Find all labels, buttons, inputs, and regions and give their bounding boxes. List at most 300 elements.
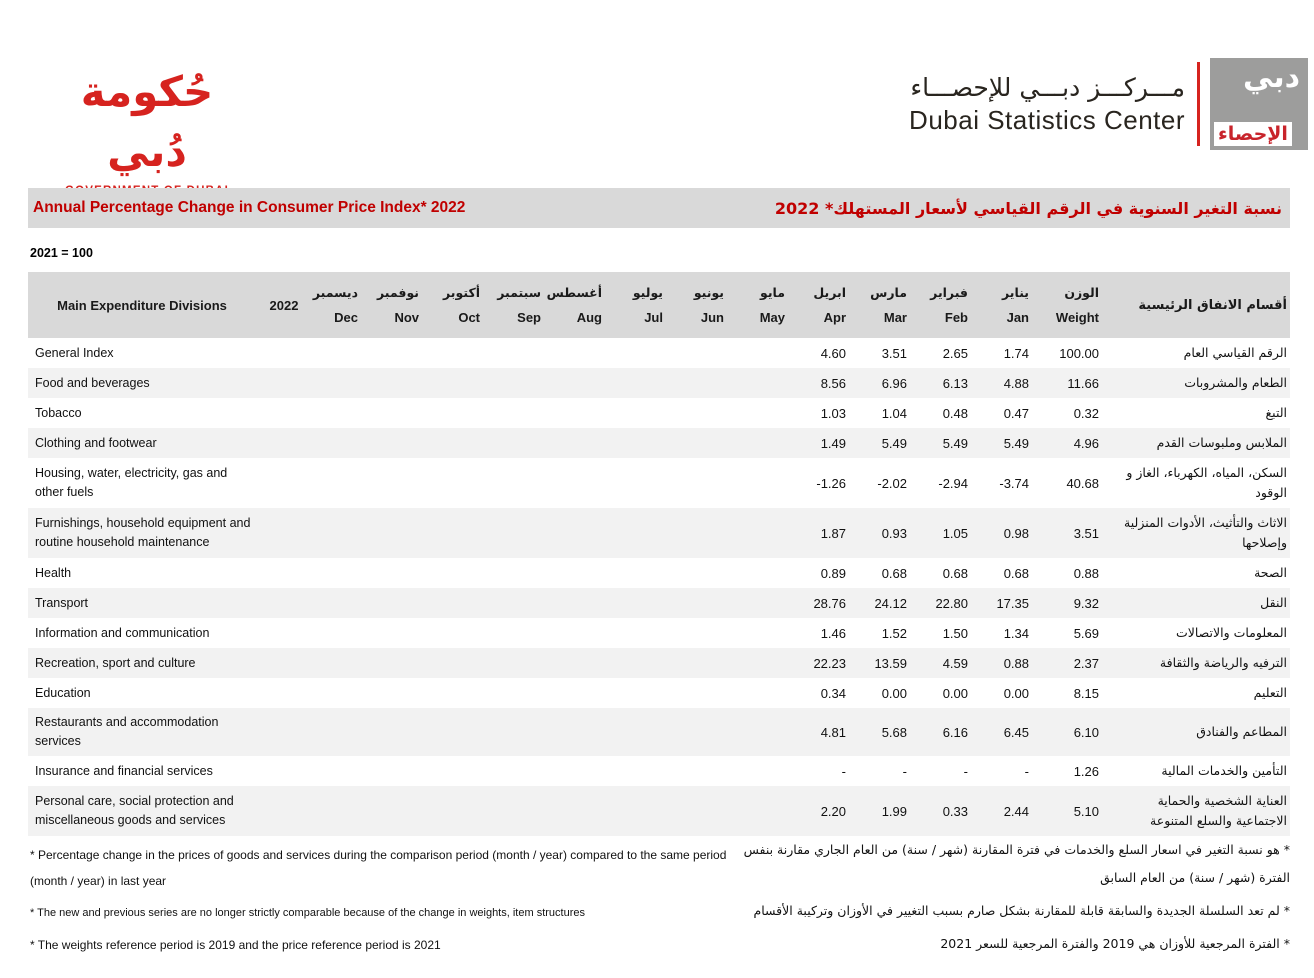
cell-aug bbox=[556, 786, 617, 836]
cell-nov bbox=[373, 618, 434, 648]
month-name-arabic: فبراير bbox=[930, 284, 968, 300]
cell-feb: 0.48 bbox=[942, 405, 968, 421]
cell-dec bbox=[312, 618, 373, 648]
table-row-4 bbox=[28, 428, 1290, 458]
cell-jul bbox=[617, 678, 678, 708]
cell-jan: 1.74 bbox=[1003, 345, 1029, 361]
cell-aug bbox=[556, 368, 617, 398]
cell-feb: 1.50 bbox=[942, 625, 968, 641]
cell-sep bbox=[495, 786, 556, 836]
cell-mar: 1.52 bbox=[881, 625, 907, 641]
cell-sep bbox=[495, 338, 556, 368]
cell-jul bbox=[617, 458, 678, 508]
cell-nov bbox=[373, 678, 434, 708]
cell-nov bbox=[373, 786, 434, 836]
dsc-logo-divider bbox=[1197, 62, 1200, 146]
cell-apr: 28.76 bbox=[800, 588, 861, 618]
cell-mar: - bbox=[902, 763, 907, 779]
cell-aug bbox=[556, 338, 617, 368]
cell-aug bbox=[556, 678, 617, 708]
division-name-english: Tobacco bbox=[35, 405, 82, 420]
cell-jan: 2.44 bbox=[983, 786, 1044, 836]
cell-dec bbox=[312, 588, 373, 618]
page-title-arabic: نسبة التغير السنوية في الرقم القياسي لأسعار المستهلك* 2022 bbox=[774, 198, 1282, 218]
cell-apr: 1.46 bbox=[820, 625, 846, 641]
cell-dec bbox=[312, 756, 373, 786]
cell-weight: 100.00 bbox=[1059, 345, 1099, 361]
footnote-en-3: * The weights reference period is 2019 and the price reference period is 2021 bbox=[30, 938, 441, 952]
month-name-english: Dec bbox=[334, 309, 358, 325]
cell-sep bbox=[495, 368, 556, 398]
cpi-table-body bbox=[28, 338, 1290, 836]
cell-jun bbox=[678, 508, 739, 558]
cell-sep bbox=[495, 558, 556, 588]
cell-sep bbox=[495, 588, 556, 618]
month-name-english: Nov bbox=[394, 309, 419, 325]
footnote-ar-1: * هو نسبة التغير في اسعار السلع والخدمات في فترة المقارنة (شهر / سنة) من العام الجاري مقارنة بنفس الفترة (شهر / سنة) من العام السابق bbox=[743, 842, 1290, 885]
cell-jan: 4.88 bbox=[983, 368, 1044, 398]
cpi-table bbox=[28, 272, 1290, 836]
month-name-arabic: ابريل bbox=[813, 284, 846, 300]
dsc-logo-mark-icon bbox=[1210, 58, 1308, 150]
division-name-arabic: الطعام والمشروبات bbox=[1114, 368, 1290, 398]
column-header-main-expenditure-divisions: Main Expenditure Divisions bbox=[28, 272, 256, 338]
cell-oct bbox=[434, 428, 495, 458]
cell-year-2022 bbox=[256, 558, 312, 588]
cell-weight: 5.10 bbox=[1044, 786, 1114, 836]
cell-mar: 1.04 bbox=[881, 405, 907, 421]
cell-feb: 5.49 bbox=[922, 428, 983, 458]
cell-jan: 1.34 bbox=[1003, 625, 1029, 641]
cell-weight: 2.37 bbox=[1044, 648, 1114, 678]
month-name-english: Sep bbox=[517, 309, 541, 325]
cell-jul bbox=[617, 508, 678, 558]
dsc-name-arabic: مـــركـــز دبـــي للإحصـــاء bbox=[910, 73, 1185, 102]
cell-aug bbox=[556, 458, 617, 508]
cell-jan: 0.00 bbox=[1003, 685, 1029, 701]
column-header-month-jan bbox=[983, 272, 1044, 338]
cell-apr: 1.49 bbox=[800, 428, 861, 458]
table-row-8 bbox=[28, 588, 1290, 618]
cell-jun bbox=[678, 678, 739, 708]
cell-nov bbox=[373, 588, 434, 618]
cell-may bbox=[739, 618, 800, 648]
table-row-11 bbox=[28, 678, 1290, 708]
weight-label-arabic: الوزن bbox=[1064, 284, 1099, 300]
cell-weight: 6.10 bbox=[1044, 708, 1114, 756]
cell-weight: 4.96 bbox=[1044, 428, 1114, 458]
cell-apr: -1.26 bbox=[816, 475, 846, 491]
page-title-english: Annual Percentage Change in Consumer Price Index* 2022 bbox=[33, 199, 466, 216]
cell-apr: 4.81 bbox=[800, 708, 861, 756]
month-name-english: Feb bbox=[944, 309, 968, 325]
division-name-arabic: الصحة bbox=[1254, 565, 1287, 580]
cell-weight: 9.32 bbox=[1044, 588, 1114, 618]
cell-mar: 1.99 bbox=[861, 786, 922, 836]
cell-weight: 1.26 bbox=[1073, 763, 1099, 779]
month-name-arabic: سبتمبر bbox=[497, 284, 541, 300]
month-name-arabic: مايو bbox=[760, 284, 785, 300]
cell-dec bbox=[312, 428, 373, 458]
cell-aug bbox=[556, 648, 617, 678]
cell-jan: -3.74 bbox=[999, 475, 1029, 491]
division-name-english: Restaurants and accommodation services bbox=[28, 708, 256, 756]
cell-dec bbox=[312, 458, 373, 508]
division-name-english: Transport bbox=[28, 588, 256, 618]
cell-may bbox=[739, 678, 800, 708]
division-name-english: General Index bbox=[35, 345, 114, 360]
cell-oct bbox=[434, 558, 495, 588]
cell-sep bbox=[495, 708, 556, 756]
column-header-year-2022: 2022 bbox=[256, 272, 312, 338]
column-header-month-sep bbox=[495, 272, 556, 338]
cell-apr: 0.34 bbox=[820, 685, 846, 701]
cell-mar: 5.49 bbox=[861, 428, 922, 458]
month-name-arabic: يوليو bbox=[632, 284, 663, 300]
cell-may bbox=[739, 398, 800, 428]
title-band bbox=[28, 188, 1290, 228]
cell-mar: 5.68 bbox=[861, 708, 922, 756]
division-name-english: Recreation, sport and culture bbox=[28, 648, 256, 678]
month-name-arabic: أغسطس bbox=[546, 284, 602, 300]
cell-jul bbox=[617, 558, 678, 588]
cell-aug bbox=[556, 428, 617, 458]
footnote-ar-2: * لم تعد السلسلة الجديدة والسابقة قابلة للمقارنة بشكل صارم بسبب التغيير في الأوزان وتركيبة الأقسام bbox=[753, 903, 1290, 918]
cell-oct bbox=[434, 368, 495, 398]
table-row-6 bbox=[28, 508, 1290, 558]
month-name-english: May bbox=[759, 309, 785, 325]
column-header-month-oct bbox=[434, 272, 495, 338]
cell-jun bbox=[678, 558, 739, 588]
table-row-5 bbox=[28, 458, 1290, 508]
cell-oct bbox=[434, 648, 495, 678]
cell-may bbox=[739, 338, 800, 368]
cell-aug bbox=[556, 756, 617, 786]
division-name-arabic: التبغ bbox=[1265, 405, 1287, 420]
cell-jun bbox=[678, 648, 739, 678]
cell-oct bbox=[434, 588, 495, 618]
cell-feb: 0.33 bbox=[922, 786, 983, 836]
cell-oct bbox=[434, 678, 495, 708]
division-name-english: Education bbox=[35, 685, 91, 700]
cell-feb: 6.13 bbox=[922, 368, 983, 398]
cell-sep bbox=[495, 428, 556, 458]
cell-feb: 6.16 bbox=[922, 708, 983, 756]
cell-jul bbox=[617, 338, 678, 368]
cell-jan: - bbox=[1024, 763, 1029, 779]
division-name-english: Information and communication bbox=[35, 625, 210, 640]
cell-apr: 2.20 bbox=[800, 786, 861, 836]
cell-jul bbox=[617, 756, 678, 786]
column-header-month-mar bbox=[861, 272, 922, 338]
cell-apr: 0.89 bbox=[820, 565, 846, 581]
cell-weight: 0.88 bbox=[1073, 565, 1099, 581]
cell-weight: 3.51 bbox=[1044, 508, 1114, 558]
cell-weight: 5.69 bbox=[1073, 625, 1099, 641]
column-header-month-nov bbox=[373, 272, 434, 338]
cell-jun bbox=[678, 428, 739, 458]
cell-dec bbox=[312, 508, 373, 558]
footnotes-arabic bbox=[730, 836, 1290, 963]
footnote-ar-3: * الفترة المرجعية للأوزان هي 2019 والفترة المرجعية للسعر 2021 bbox=[940, 936, 1290, 951]
cell-year-2022 bbox=[256, 618, 312, 648]
month-name-english: Apr bbox=[823, 309, 846, 325]
cell-apr: 8.56 bbox=[800, 368, 861, 398]
cell-year-2022 bbox=[256, 338, 312, 368]
cell-jan: 17.35 bbox=[983, 588, 1044, 618]
cell-jan: 0.88 bbox=[983, 648, 1044, 678]
cell-jun bbox=[678, 708, 739, 756]
cell-mar: 6.96 bbox=[861, 368, 922, 398]
cell-feb: 2.65 bbox=[942, 345, 968, 361]
cell-dec bbox=[312, 708, 373, 756]
table-row-1 bbox=[28, 338, 1290, 368]
cell-may bbox=[739, 368, 800, 398]
cell-year-2022 bbox=[256, 368, 312, 398]
table-row-12 bbox=[28, 708, 1290, 756]
month-name-english: Mar bbox=[883, 309, 907, 325]
column-header-month-aug bbox=[546, 272, 617, 338]
cell-dec bbox=[312, 558, 373, 588]
cell-may bbox=[739, 558, 800, 588]
cell-jan: 5.49 bbox=[983, 428, 1044, 458]
month-name-arabic: نوفمبر bbox=[377, 284, 419, 300]
cell-dec bbox=[312, 398, 373, 428]
cell-jul bbox=[617, 368, 678, 398]
division-name-arabic: الرقم القياسي العام bbox=[1183, 345, 1287, 360]
cell-oct bbox=[434, 786, 495, 836]
cell-aug bbox=[556, 558, 617, 588]
cell-apr: 22.23 bbox=[800, 648, 861, 678]
cell-oct bbox=[434, 618, 495, 648]
division-name-english: Food and beverages bbox=[28, 368, 256, 398]
cell-dec bbox=[312, 648, 373, 678]
month-name-arabic: يناير bbox=[1002, 284, 1029, 300]
cell-jan: 0.68 bbox=[1003, 565, 1029, 581]
cell-nov bbox=[373, 648, 434, 678]
cell-oct bbox=[434, 756, 495, 786]
cell-oct bbox=[434, 398, 495, 428]
division-name-arabic: السكن، المياه، الكهرباء، الغاز و الوقود bbox=[1126, 465, 1287, 500]
month-name-english: Jul bbox=[644, 309, 663, 325]
cell-apr: 4.60 bbox=[820, 345, 846, 361]
cell-feb: -2.94 bbox=[938, 475, 968, 491]
cell-year-2022 bbox=[256, 398, 312, 428]
cell-dec bbox=[312, 338, 373, 368]
table-row-2 bbox=[28, 368, 1290, 398]
table-row-7 bbox=[28, 558, 1290, 588]
cell-aug bbox=[556, 588, 617, 618]
cell-mar: 24.12 bbox=[861, 588, 922, 618]
month-name-english: Jun bbox=[700, 309, 724, 325]
cell-year-2022 bbox=[256, 708, 312, 756]
cell-may bbox=[739, 648, 800, 678]
cell-oct bbox=[434, 458, 495, 508]
dubai-statistics-center-logo bbox=[909, 58, 1308, 150]
table-row-13 bbox=[28, 756, 1290, 786]
weight-label-english: Weight bbox=[1055, 309, 1099, 325]
cell-weight: 8.15 bbox=[1073, 685, 1099, 701]
table-row-10 bbox=[28, 648, 1290, 678]
cell-aug bbox=[556, 708, 617, 756]
dsc-mark-dubai-text: دبي bbox=[1242, 60, 1300, 95]
footnote-en-2: * The new and previous series are no longer strictly comparable because of the change in weights, item structures bbox=[30, 907, 585, 919]
cell-jul bbox=[617, 618, 678, 648]
table-row-3 bbox=[28, 398, 1290, 428]
cell-sep bbox=[495, 508, 556, 558]
cell-nov bbox=[373, 458, 434, 508]
cell-jun bbox=[678, 786, 739, 836]
cell-oct bbox=[434, 708, 495, 756]
column-header-divisions-arabic: أقسام الانفاق الرئيسية bbox=[1114, 272, 1290, 338]
cell-mar: 13.59 bbox=[861, 648, 922, 678]
cell-apr: 1.03 bbox=[820, 405, 846, 421]
division-name-arabic: الملابس وملبوسات القدم bbox=[1114, 428, 1290, 458]
cell-jul bbox=[617, 648, 678, 678]
column-header-month-dec bbox=[312, 272, 373, 338]
cell-jan: 0.98 bbox=[983, 508, 1044, 558]
cell-nov bbox=[373, 508, 434, 558]
table-row-14 bbox=[28, 786, 1290, 836]
cell-oct bbox=[434, 338, 495, 368]
cell-mar: -2.02 bbox=[877, 475, 907, 491]
cell-jul bbox=[617, 588, 678, 618]
cell-dec bbox=[312, 368, 373, 398]
cell-jun bbox=[678, 338, 739, 368]
month-name-english: Aug bbox=[576, 309, 602, 325]
month-name-english: Jan bbox=[1006, 309, 1029, 325]
cell-jul bbox=[617, 786, 678, 836]
division-name-english: Clothing and footwear bbox=[28, 428, 256, 458]
cell-weight: 40.68 bbox=[1066, 475, 1099, 491]
cell-aug bbox=[556, 398, 617, 428]
cell-year-2022 bbox=[256, 786, 312, 836]
cell-weight: 11.66 bbox=[1044, 368, 1114, 398]
cell-aug bbox=[556, 508, 617, 558]
cell-sep bbox=[495, 398, 556, 428]
cell-sep bbox=[495, 678, 556, 708]
column-header-month-jul bbox=[617, 272, 678, 338]
cell-year-2022 bbox=[256, 678, 312, 708]
cell-jan: 6.45 bbox=[983, 708, 1044, 756]
cell-year-2022 bbox=[256, 648, 312, 678]
cell-feb: 22.80 bbox=[922, 588, 983, 618]
cell-apr: 1.87 bbox=[800, 508, 861, 558]
cell-feb: 4.59 bbox=[922, 648, 983, 678]
dsc-mark-statistics-text: الإحصاء bbox=[1214, 122, 1292, 146]
table-row-9 bbox=[28, 618, 1290, 648]
cell-sep bbox=[495, 458, 556, 508]
cell-apr: - bbox=[841, 763, 846, 779]
cell-year-2022 bbox=[256, 756, 312, 786]
cell-feb: 0.00 bbox=[942, 685, 968, 701]
cell-sep bbox=[495, 756, 556, 786]
cell-year-2022 bbox=[256, 428, 312, 458]
division-name-english: Furnishings, household equipment and routine household maintenance bbox=[28, 508, 256, 558]
cell-jun bbox=[678, 618, 739, 648]
division-name-arabic: التعليم bbox=[1253, 685, 1287, 700]
cell-weight: 0.32 bbox=[1073, 405, 1099, 421]
cell-year-2022 bbox=[256, 508, 312, 558]
cell-sep bbox=[495, 648, 556, 678]
cell-feb: 1.05 bbox=[922, 508, 983, 558]
government-of-dubai-calligraphy-icon: حُكومة دُبي bbox=[80, 67, 214, 176]
cell-jun bbox=[678, 588, 739, 618]
cell-jun bbox=[678, 368, 739, 398]
cpi-table-header bbox=[28, 272, 1290, 338]
column-header-month-jun bbox=[678, 272, 739, 338]
cell-nov bbox=[373, 428, 434, 458]
cell-jun bbox=[678, 756, 739, 786]
cell-may bbox=[739, 708, 800, 756]
column-header-month-feb bbox=[922, 272, 983, 338]
cell-may bbox=[739, 428, 800, 458]
cell-may bbox=[739, 756, 800, 786]
base-period-note: 2021 = 100 bbox=[30, 246, 93, 260]
month-name-arabic: مارس bbox=[870, 284, 907, 300]
cell-mar: 0.00 bbox=[881, 685, 907, 701]
cell-mar: 3.51 bbox=[881, 345, 907, 361]
cell-dec bbox=[312, 786, 373, 836]
month-name-english: Oct bbox=[458, 309, 480, 325]
division-name-arabic: النقل bbox=[1114, 588, 1290, 618]
division-name-english: Health bbox=[35, 565, 72, 580]
column-header-month-may bbox=[739, 272, 800, 338]
cell-may bbox=[739, 458, 800, 508]
cell-jun bbox=[678, 458, 739, 508]
month-name-arabic: ديسمبر bbox=[312, 284, 358, 300]
cell-jan: 0.47 bbox=[1003, 405, 1029, 421]
division-name-english: Personal care, social protection and miscellaneous goods and services bbox=[28, 786, 256, 836]
cell-nov bbox=[373, 558, 434, 588]
cell-nov bbox=[373, 708, 434, 756]
division-name-arabic: المعلومات والاتصالات bbox=[1175, 625, 1287, 640]
column-header-month-apr bbox=[800, 272, 861, 338]
cell-nov bbox=[373, 398, 434, 428]
column-header-weight bbox=[1044, 272, 1114, 338]
division-name-arabic: الاثاث والتأثيث، الأدوات المنزلية وإصلاحها bbox=[1114, 508, 1290, 558]
cell-sep bbox=[495, 618, 556, 648]
cell-may bbox=[739, 786, 800, 836]
dsc-name-english: Dubai Statistics Center bbox=[909, 105, 1185, 135]
month-name-arabic: أكتوبر bbox=[443, 284, 480, 300]
cell-feb: - bbox=[963, 763, 968, 779]
month-name-arabic: يونيو bbox=[693, 284, 724, 300]
cell-mar: 0.93 bbox=[861, 508, 922, 558]
cell-may bbox=[739, 588, 800, 618]
cell-jul bbox=[617, 428, 678, 458]
cell-nov bbox=[373, 756, 434, 786]
footnote-en-1: * Percentage change in the prices of goods and services during the comparison period (month / year) compared to the same period (month / year) in last year bbox=[30, 848, 727, 888]
dsc-logo-text bbox=[909, 72, 1185, 136]
division-name-arabic: التأمين والخدمات المالية bbox=[1161, 763, 1287, 778]
government-of-dubai-logo bbox=[58, 62, 236, 197]
cell-dec bbox=[312, 678, 373, 708]
footnotes-english bbox=[30, 842, 745, 964]
cell-nov bbox=[373, 338, 434, 368]
cpi-table-header-row bbox=[28, 272, 1290, 338]
division-name-arabic: الترفيه والرياضة والثقافة bbox=[1114, 648, 1290, 678]
cell-jul bbox=[617, 398, 678, 428]
division-name-arabic: المطاعم والفنادق bbox=[1114, 708, 1290, 756]
division-name-english: Insurance and financial services bbox=[35, 763, 213, 778]
cell-mar: 0.68 bbox=[881, 565, 907, 581]
division-name-english: Housing, water, electricity, gas and other fuels bbox=[35, 466, 228, 499]
cell-oct bbox=[434, 508, 495, 558]
division-name-arabic: العناية الشخصية والحماية الاجتماعية والسلع المتنوعة bbox=[1114, 786, 1290, 836]
cell-year-2022 bbox=[256, 588, 312, 618]
cell-aug bbox=[556, 618, 617, 648]
